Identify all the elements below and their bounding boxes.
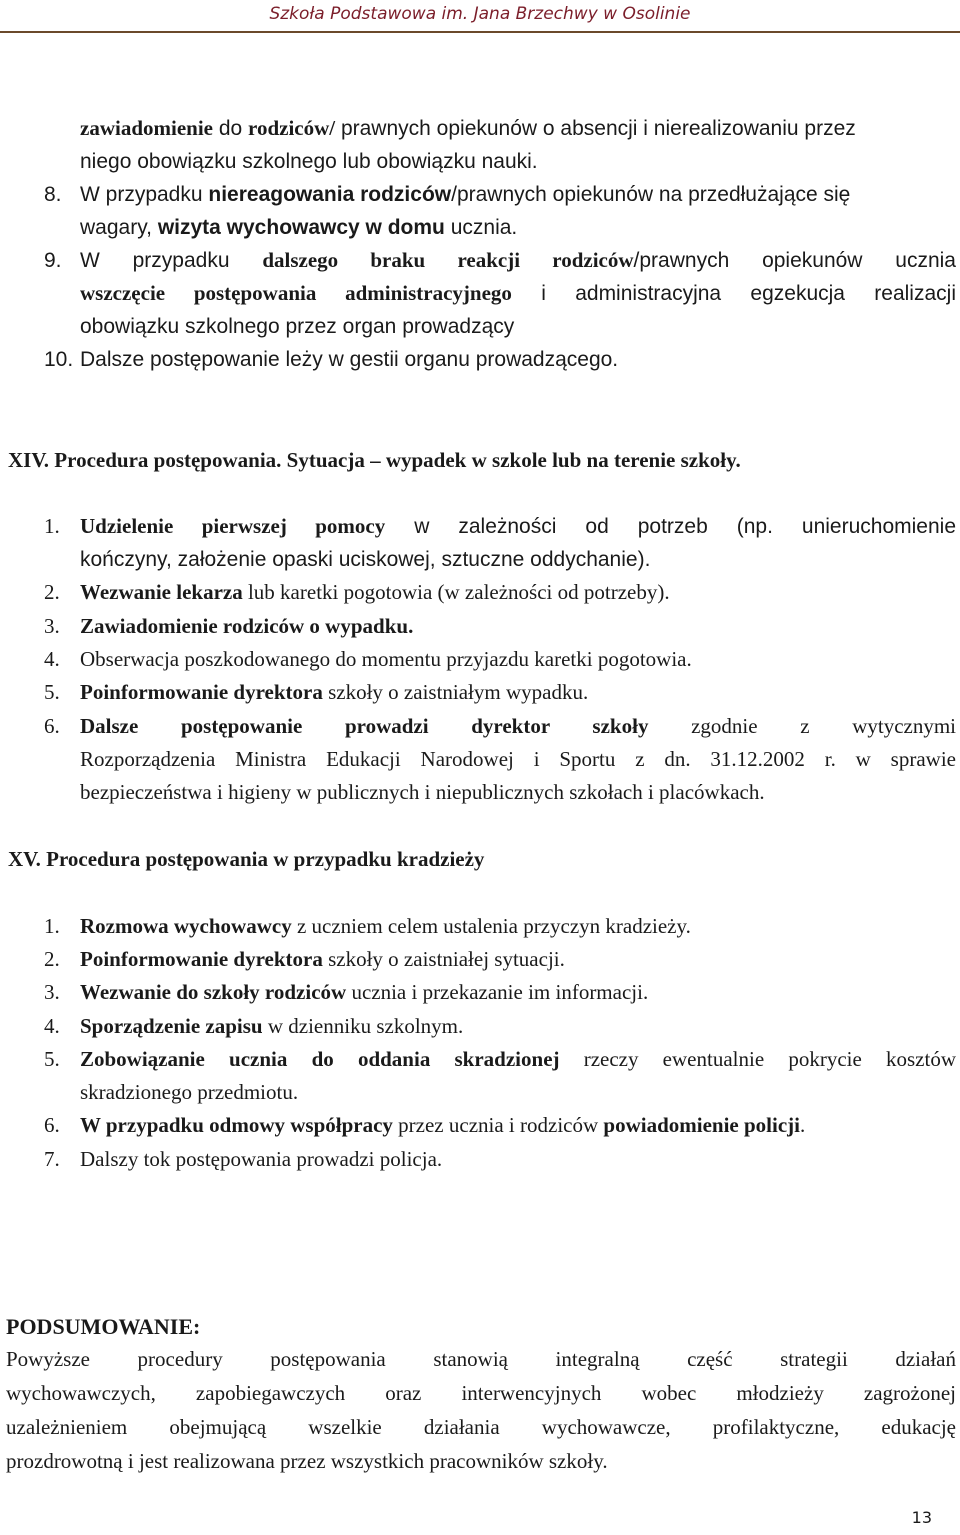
section-xv-title: XV. Procedura postępowania w przypadku kradzieży bbox=[8, 847, 485, 871]
xiv-item-6: 6. Dalsze postępowanie prowadzi dyrektor szkoły zgodnie z wytycznymi Rozporządzenia Ministra Edukacji Narodowej i Sportu z dn. 31.12.2002 r. w sprawie bezpieczeństwa i higieny w publicznych i niepublicznych szkołach i placówkach. bbox=[44, 714, 957, 804]
xiv-item-2: 2. Wezwanie lekarza lub karetki pogotowia (w zależności od potrzeby). bbox=[44, 580, 670, 604]
item-7-line-2: niego obowiązku szkolnego lub obowiązku nauki. bbox=[80, 150, 538, 173]
summary-paragraph bbox=[6, 1342, 956, 1478]
header-divider bbox=[0, 31, 960, 33]
xiv-item-1: 1. Udzielenie pierwszej pomocy w zależności od potrzeb (np. unieruchomienie kończyny, założenie opaski uciskowej, sztuczne oddychanie). bbox=[44, 514, 957, 571]
list-item-9: 9. W przypadku dalszego braku reakcji rodziców/prawnych opiekunów ucznia wszczęcie postępowania administracyjnego i administracyjna egzekucja realizacji obowiązku szkolnego przez organ prowadzący bbox=[44, 248, 956, 338]
summary-line: Powyższe procedury postępowania stanowią integralną część strategii działań bbox=[6, 1347, 956, 1371]
xv-item-2: 2. Poinformowanie dyrektora szkoły o zaistniałej sytuacji. bbox=[44, 947, 565, 971]
xiv-item-4: 4. Obserwacja poszkodowanego do momentu przyjazdu karetki pogotowia. bbox=[44, 647, 692, 671]
item-7-continuation bbox=[80, 112, 956, 178]
summary-title: PODSUMOWANIE: bbox=[6, 1314, 201, 1339]
xv-item-1: 1. Rozmowa wychowawcy z uczniem celem ustalenia przyczyn kradzieży. bbox=[44, 914, 691, 938]
section-xiv-title: XIV. Procedura postępowania. Sytuacja – wypadek w szkole lub na terenie szkoły. bbox=[8, 448, 741, 472]
item-7-line-1: zawiadomienie do rodziców/ prawnych opiekunów o absencji i nierealizowaniu przez bbox=[80, 116, 856, 140]
xiv-item-3: 3. Zawiadomienie rodziców o wypadku. bbox=[44, 614, 414, 638]
xv-item-7: 7. Dalszy tok postępowania prowadzi policja. bbox=[44, 1147, 443, 1171]
xv-item-4: 4. Sporządzenie zapisu w dzienniku szkolnym. bbox=[44, 1014, 464, 1038]
xiv-item-5: 5. Poinformowanie dyrektora szkoły o zaistniałym wypadku. bbox=[44, 680, 589, 704]
xv-item-5: 5. Zobowiązanie ucznia do oddania skradzionej rzeczy ewentualnie pokrycie kosztów skradzionego przedmiotu. bbox=[44, 1047, 956, 1104]
page-number: 13 bbox=[911, 1508, 932, 1527]
summary-line: uzależnieniem obejmującą wszelkie działania wychowawcze, profilaktyczne, edukację bbox=[6, 1415, 956, 1439]
list-item-10: 10. Dalsze postępowanie leży w gestii organu prowadzącego. bbox=[44, 348, 619, 371]
list-item-8: 8. W przypadku niereagowania rodziców/prawnych opiekunów na przedłużające się wagary, wizyta wychowawcy w domu ucznia. bbox=[44, 183, 851, 239]
summary-line: wychowawczych, zapobiegawczych oraz interwencyjnych wobec młodzieży zagrożonej bbox=[6, 1381, 956, 1405]
school-name: Szkoła Podstawowa im. Jana Brzechwy w Osolinie bbox=[269, 4, 691, 24]
summary-line: prozdrowotną i jest realizowana przez wszystkich pracowników szkoły. bbox=[6, 1449, 608, 1473]
xv-item-6: 6. W przypadku odmowy współpracy przez ucznia i rodziców powiadomienie policji. bbox=[44, 1113, 806, 1137]
xv-item-3: 3. Wezwanie do szkoły rodziców ucznia i przekazanie im informacji. bbox=[44, 980, 649, 1004]
page-header bbox=[0, 0, 960, 32]
